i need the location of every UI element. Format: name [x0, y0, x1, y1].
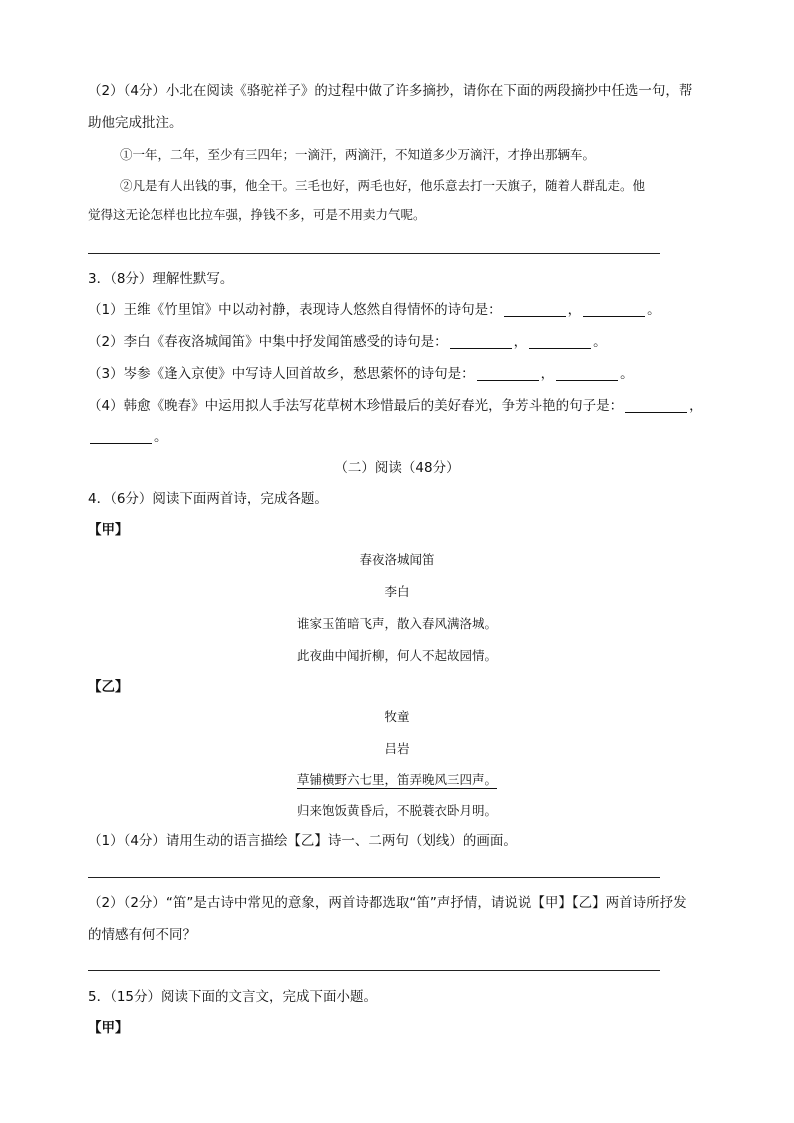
punctuation: 。 [620, 366, 634, 382]
fill-blank[interactable] [450, 333, 512, 349]
fill-blank[interactable] [529, 333, 591, 349]
punctuation: ， [540, 366, 555, 382]
poem1-line1: 谁家玉笛暗飞声，散入春风满洛城。 [296, 616, 497, 631]
q3-item-4 [88, 396, 703, 416]
q3-item-1 [88, 300, 661, 320]
poem2-title: 牧童 [384, 709, 410, 724]
section-heading: （二）阅读（48分） [334, 460, 460, 476]
q3-item-1-text: （1）王维《竹里馆》中以动衬静，表现诗人悠然自得情怀的诗句是： [88, 302, 502, 318]
passage-label-jia: 【甲】 [88, 1020, 129, 1036]
answer-line[interactable] [88, 253, 660, 254]
q4-title: 4．（6分）阅读下面两首诗，完成各题。 [88, 491, 328, 507]
q4-sub1: （1）（4分）请用生动的语言描绘【乙】诗一、二两句（划线）的画面。 [88, 833, 517, 849]
q5-title: 5．（15分）阅读下面的文言文，完成下面小题。 [88, 989, 378, 1005]
poem2-line1-underlined [0, 770, 794, 790]
quote-2-line1: ②凡是有人出钱的事，他全干。三毛也好，两毛也好，他乐意去打一天旗子，随着人群乱走。他 [120, 178, 646, 193]
q2-2-prompt-line1: （2）（4分）小北在阅读《骆驼祥子》的过程中做了许多摘抄，请你在下面的两段摘抄中任选一句，帮 [88, 83, 693, 99]
q3-item-2-text: （2）李白《春夜洛城闻笛》中集中抒发闻笛感受的诗句是： [88, 334, 448, 350]
punctuation: ， [567, 302, 582, 318]
poem2-line2: 归来饱饭黄昏后，不脱蓑衣卧月明。 [296, 803, 497, 818]
q3-item-2 [88, 332, 607, 352]
q3-item-3-text: （3）岑参《逢入京使》中写诗人回首故乡，愁思萦怀的诗句是： [88, 366, 475, 382]
quote-1: ①一年，二年，至少有三四年；一滴汗，两滴汗，不知道多少万滴汗，才挣出那辆车。 [120, 147, 596, 162]
fill-blank[interactable] [477, 365, 539, 381]
poem-label-yi: 【乙】 [88, 679, 129, 695]
punctuation: ， [513, 334, 528, 350]
poem1-author: 李白 [384, 584, 410, 599]
poem1-line2: 此夜曲中闻折柳，何人不起故园情。 [296, 648, 497, 663]
fill-blank[interactable] [556, 365, 618, 381]
answer-line[interactable] [88, 970, 660, 971]
q2-2-prompt-line2: 助他完成批注。 [88, 115, 183, 131]
poem2-author: 吕岩 [384, 741, 410, 756]
punctuation: 。 [154, 429, 168, 445]
q3-item-3 [88, 364, 634, 384]
fill-blank[interactable] [504, 301, 566, 317]
answer-line[interactable] [88, 877, 660, 878]
punctuation: 。 [647, 302, 661, 318]
fill-blank[interactable] [625, 397, 687, 413]
punctuation: 。 [593, 334, 607, 350]
q4-sub2-line1: （2）（2分）“笛”是古诗中常见的意象，两首诗都选取“笛”声抒情，请说说【甲】【乙】两首诗所抒发 [88, 895, 687, 911]
poem1-title: 春夜洛城闻笛 [359, 552, 435, 567]
q4-sub2-line2: 的情感有何不同？ [88, 927, 196, 943]
q3-item-4-cont [88, 427, 168, 447]
fill-blank[interactable] [90, 428, 152, 444]
underlined-verse: 草铺横野六七里，笛弄晚风三四声。 [296, 772, 497, 787]
q3-item-4-text: （4）韩愈《晚春》中运用拟人手法写花草树木珍惜最后的美好春光，争芳斗艳的句子是： [88, 398, 624, 414]
punctuation: ， [689, 398, 703, 414]
poem-label-jia: 【甲】 [88, 522, 129, 538]
q3-title: 3．（8分）理解性默写。 [88, 271, 234, 287]
fill-blank[interactable] [583, 301, 645, 317]
quote-2-line2: 觉得这无论怎样也比拉车强，挣钱不多，可是不用卖力气呢。 [88, 207, 426, 222]
